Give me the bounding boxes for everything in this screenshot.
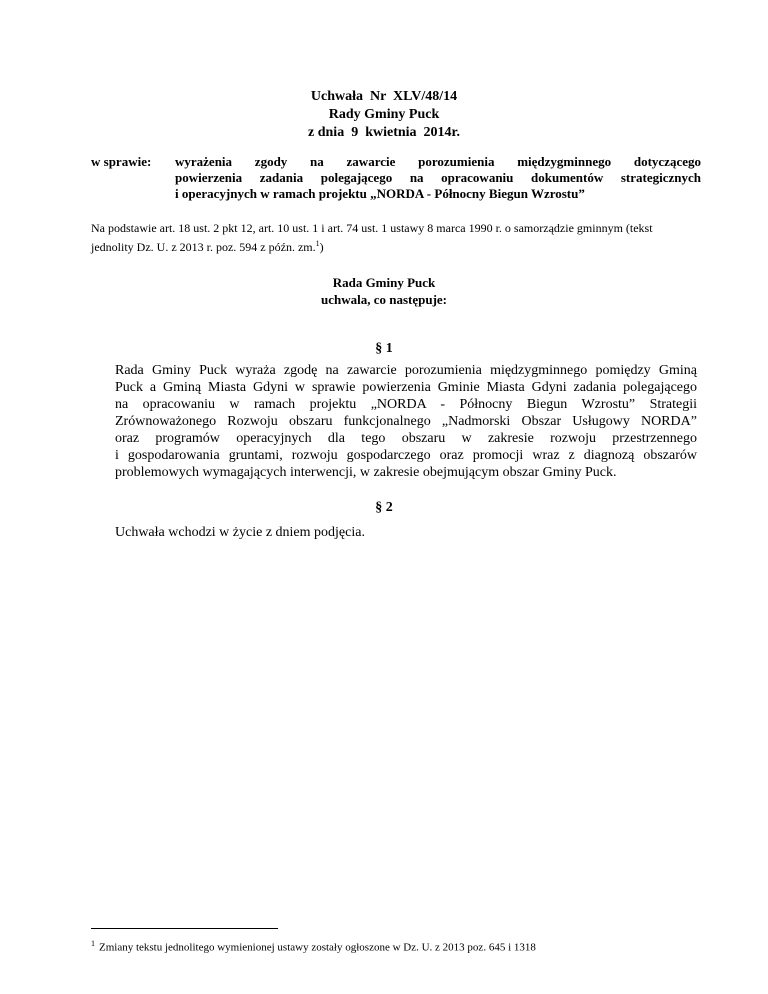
subject-line: powierzenia zadania polegającego na opracowaniu dokumentów strategicznych	[175, 170, 701, 185]
title-date: z dnia 9 kwietnia 2014r.	[308, 125, 460, 140]
section-1-line: na opracowaniu w ramach projektu „NORDA - Północny Biegun Wzrostu” Strategii	[115, 397, 697, 412]
council-name: Rada Gminy Puck	[332, 275, 436, 290]
title-council: Rady Gminy Puck	[328, 107, 440, 122]
legal-basis-line	[91, 236, 711, 255]
legal-basis-line2-end: )	[319, 240, 324, 254]
section-1-line: Rada Gminy Puck wyraża zgodę na zawarcie porozumienia międzygminnego pomiędzy Gminą	[115, 363, 697, 378]
footnote-number: 1	[91, 939, 95, 948]
section-1-line: i gospodarowania gruntami, rozwoju gospodarczego oraz promocji wraz z diagnozą obszarów	[115, 448, 697, 463]
council-resolves: uchwala, co następuje:	[320, 292, 448, 307]
footnote-text: Zmiany tekstu jednolitego wymienionej ustawy zostały ogłoszone w Dz. U. z 2013 poz. 645 i 1318	[99, 941, 536, 954]
section-1-heading: § 1	[375, 341, 393, 356]
footnote-divider	[91, 928, 278, 929]
section-1-line: Zrównoważonego Rozwoju obszaru funkcjonalnego „Nadmorski Obszar Usługowy NORDA”	[115, 414, 697, 429]
subject-line: i operacyjnych w ramach projektu „NORDA - Północny Biegun Wzrostu”	[175, 186, 585, 201]
section-2-heading: § 2	[375, 500, 393, 515]
section-2-line: Uchwała wchodzi w życie z dniem podjęcia.	[115, 525, 365, 540]
section-1-text	[115, 362, 697, 481]
council-heading	[0, 274, 768, 308]
footnote-reference: 1	[315, 239, 320, 248]
legal-basis-line: Na podstawie art. 18 ust. 2 pkt 12, art. 10 ust. 1 i art. 74 ust. 1 ustawy 8 marca 1990 r. o samorządzie gminnym (tekst	[91, 221, 653, 235]
subject-line: wyrażenia zgody na zawarcie porozumienia międzygminnego dotyczącego	[175, 154, 701, 169]
legal-basis	[91, 220, 711, 255]
subject-text	[175, 154, 701, 202]
title-number: Uchwała Nr XLV/48/14	[310, 89, 458, 104]
legal-basis-line2-text: jednolity Dz. U. z 2013 r. poz. 594 z późn. zm.	[91, 240, 316, 254]
resolution-title	[0, 88, 768, 142]
section-1-line: Puck a Gminą Miasta Gdyni w sprawie powierzenia Gminie Miasta Gdyni zadania polegającego	[115, 380, 697, 395]
section-1-line: oraz programów operacyjnych dla tego obszaru w zakresie rozwoju przestrzennego	[115, 431, 697, 446]
section-2-text	[115, 524, 697, 541]
section-1-line: problemowych wymagających interwencji, w zakresie obejmującym obszar Gminy Puck.	[115, 465, 617, 480]
footnote	[91, 937, 536, 955]
subject-label: w sprawie:	[91, 154, 152, 169]
